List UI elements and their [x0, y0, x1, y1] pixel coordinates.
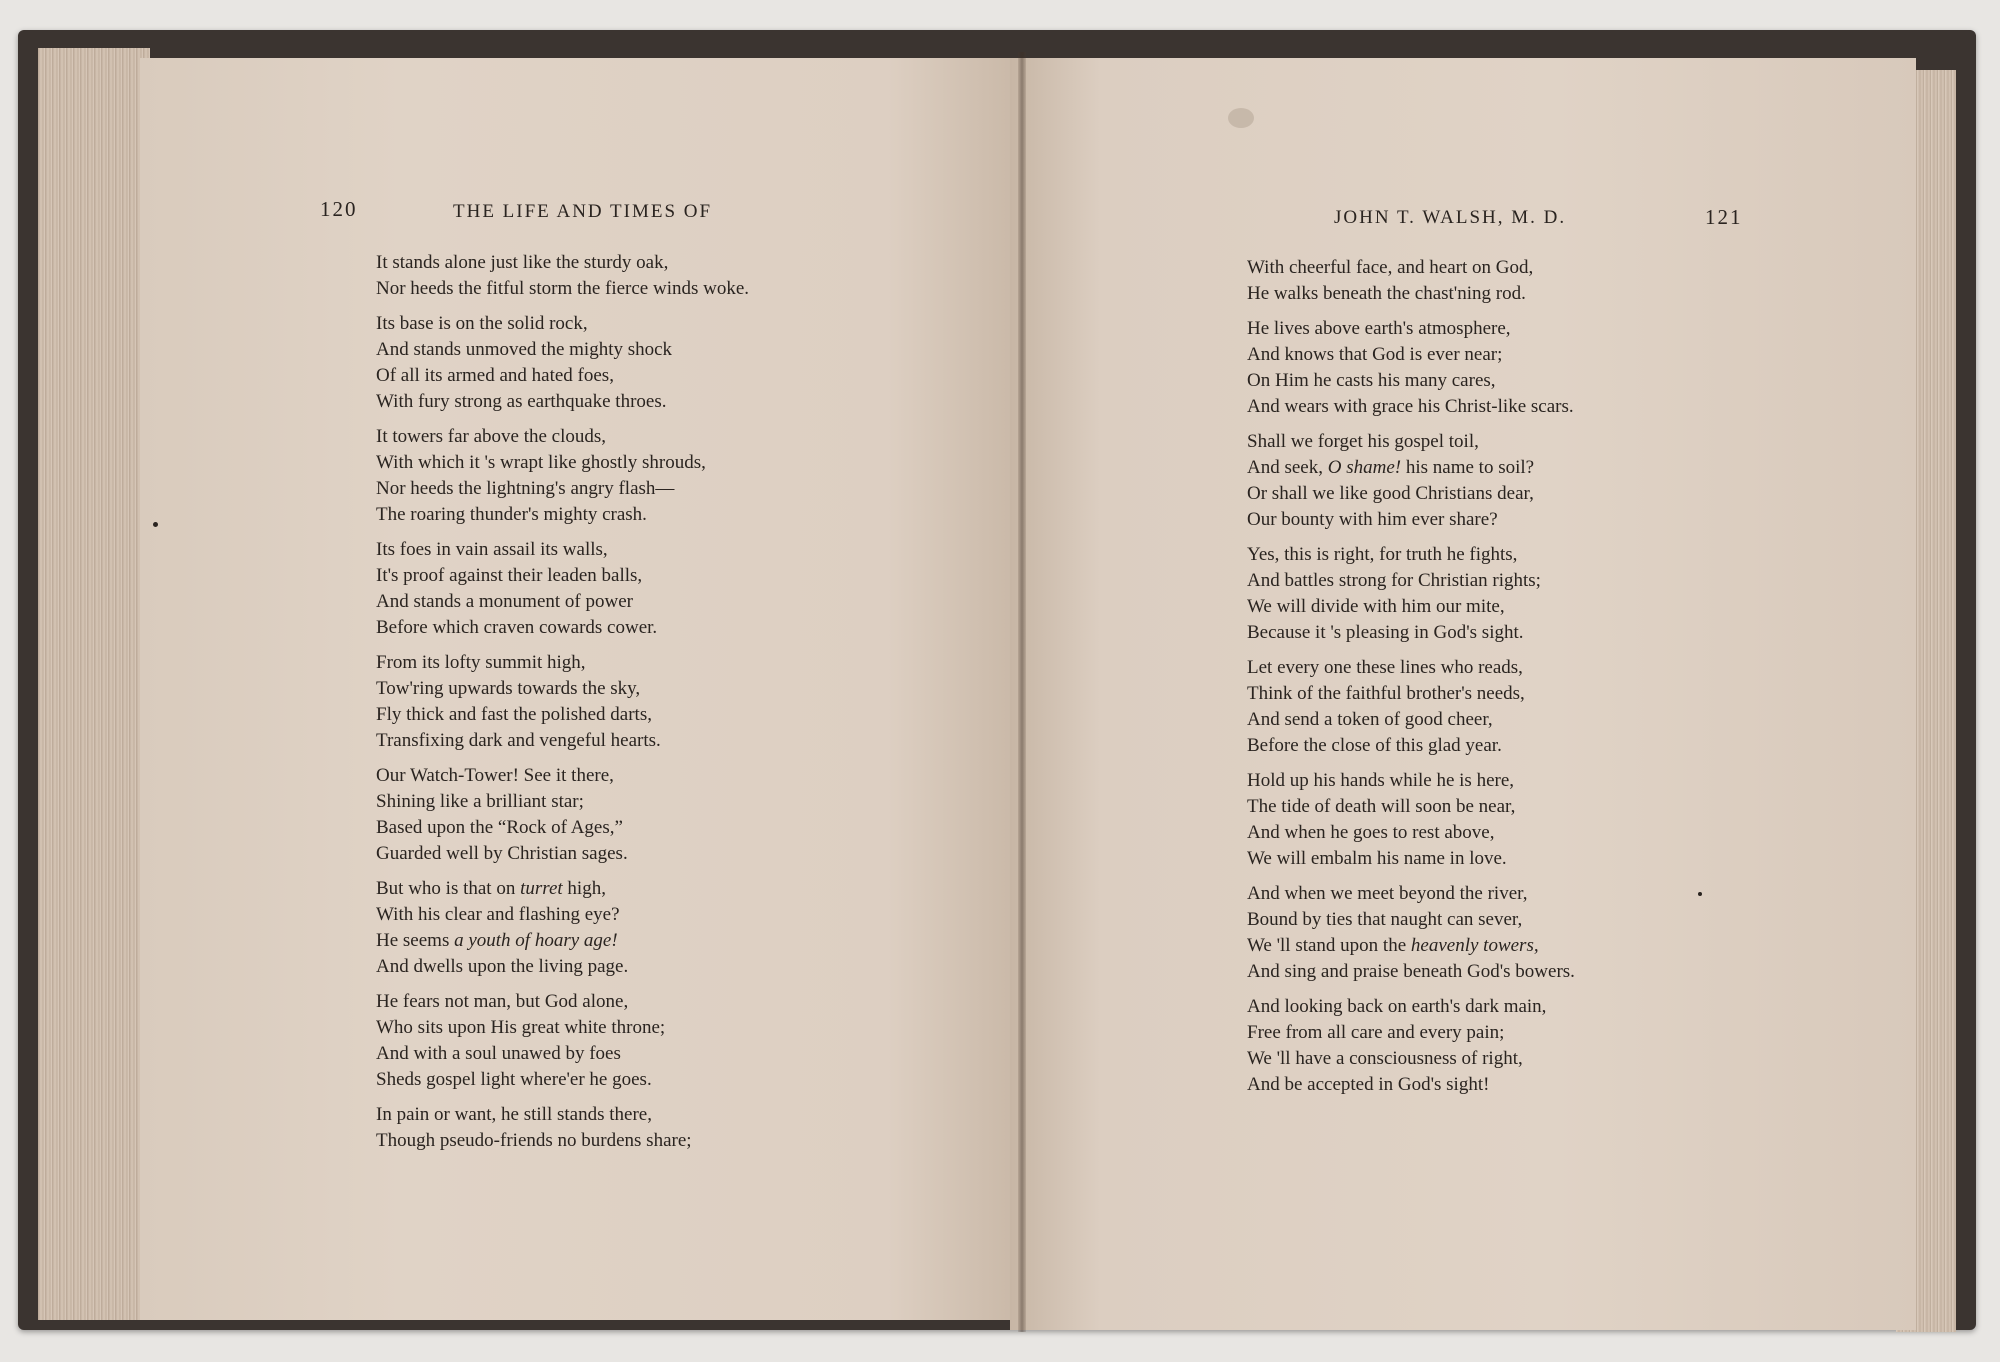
stanza	[1247, 655, 1575, 759]
stanza	[1247, 768, 1575, 872]
poem-line: It towers far above the clouds,	[376, 426, 607, 447]
poem-line: Transfixing dark and vengeful hearts.	[376, 730, 661, 751]
stanza	[1247, 542, 1575, 646]
poem-line: And send a token of good cheer,	[1247, 709, 1493, 730]
stanza	[1247, 316, 1575, 420]
poem-line: From its lofty summit high,	[376, 652, 586, 673]
poem-line: And wears with grace his Christ-like scars.	[1247, 396, 1574, 417]
poem-line: Of all its armed and hated foes,	[376, 365, 614, 386]
poem-line: We 'll stand upon the heavenly towers,	[1247, 935, 1539, 956]
poem-line: Before which craven cowards cower.	[376, 617, 658, 638]
left-running-head: THE LIFE AND TIMES OF	[453, 201, 713, 222]
poem-line: He walks beneath the chast'ning rod.	[1247, 283, 1526, 304]
poem-line: Nor heeds the fitful storm the fierce winds woke.	[376, 278, 750, 299]
poem-line: Hold up his hands while he is here,	[1247, 770, 1515, 791]
poem-line: With cheerful face, and heart on God,	[1247, 257, 1534, 278]
right-running-head: JOHN T. WALSH, M. D.	[1334, 207, 1567, 228]
poem-line: Though pseudo-friends no burdens share;	[376, 1130, 692, 1151]
stanza	[376, 876, 749, 980]
poem-line: Bound by ties that naught can sever,	[1247, 909, 1523, 930]
stanza	[376, 650, 749, 754]
poem-line: And battles strong for Christian rights;	[1247, 570, 1541, 591]
book-gutter	[1018, 52, 1026, 1332]
poem-line: With which it 's wrapt like ghostly shrouds,	[376, 452, 706, 473]
poem-line: The roaring thunder's mighty crash.	[376, 504, 647, 525]
poem-line: Its foes in vain assail its walls,	[376, 539, 608, 560]
poem-line: We will divide with him our mite,	[1247, 596, 1505, 617]
stanza	[1247, 881, 1575, 985]
poem-line: Our bounty with him ever share?	[1247, 509, 1498, 530]
right-poem	[1247, 255, 1575, 1107]
stanza	[376, 763, 749, 867]
poem-line: And looking back on earth's dark main,	[1247, 996, 1547, 1017]
poem-line: And seek, O shame! his name to soil?	[1247, 457, 1535, 478]
poem-line: He lives above earth's atmosphere,	[1247, 318, 1511, 339]
stanza	[376, 537, 749, 641]
paper-stain	[1228, 108, 1254, 128]
poem-line: And knows that God is ever near;	[1247, 344, 1503, 365]
stanza	[1247, 994, 1575, 1098]
poem-line: With his clear and flashing eye?	[376, 904, 620, 925]
ink-speck	[153, 522, 158, 527]
stanza	[1247, 255, 1575, 307]
poem-line: And dwells upon the living page.	[376, 956, 629, 977]
poem-line: Free from all care and every pain;	[1247, 1022, 1505, 1043]
poem-line: Before the close of this glad year.	[1247, 735, 1502, 756]
poem-line: On Him he casts his many cares,	[1247, 370, 1496, 391]
poem-line: And with a soul unawed by foes	[376, 1043, 621, 1064]
poem-line: We will embalm his name in love.	[1247, 848, 1507, 869]
page-edges-left	[38, 48, 150, 1320]
poem-line: In pain or want, he still stands there,	[376, 1104, 652, 1125]
poem-line: It stands alone just like the sturdy oak,	[376, 252, 669, 273]
poem-line: Tow'ring upwards towards the sky,	[376, 678, 641, 699]
stanza	[376, 1102, 749, 1154]
poem-line: Nor heeds the lightning's angry flash—	[376, 478, 675, 499]
poem-line: Let every one these lines who reads,	[1247, 657, 1523, 678]
stanza	[1247, 429, 1575, 533]
ink-speck	[1698, 892, 1702, 896]
poem-line: It's proof against their leaden balls,	[376, 565, 643, 586]
left-poem	[376, 250, 749, 1163]
poem-line: He fears not man, but God alone,	[376, 991, 629, 1012]
poem-line: We 'll have a consciousness of right,	[1247, 1048, 1523, 1069]
poem-line: And be accepted in God's sight!	[1247, 1074, 1490, 1095]
poem-line: Think of the faithful brother's needs,	[1247, 683, 1525, 704]
poem-line: Shall we forget his gospel toil,	[1247, 431, 1479, 452]
poem-line: Our Watch-Tower! See it there,	[376, 765, 614, 786]
poem-line: And sing and praise beneath God's bowers.	[1247, 961, 1575, 982]
poem-line: The tide of death will soon be near,	[1247, 796, 1516, 817]
poem-line: But who is that on turret high,	[376, 878, 606, 899]
poem-line: And stands unmoved the mighty shock	[376, 339, 673, 360]
poem-line: Because it 's pleasing in God's sight.	[1247, 622, 1524, 643]
poem-line: Guarded well by Christian sages.	[376, 843, 628, 864]
poem-line: He seems a youth of hoary age!	[376, 930, 618, 951]
poem-line: Shining like a brilliant star;	[376, 791, 584, 812]
poem-line: Who sits upon His great white throne;	[376, 1017, 666, 1038]
poem-line: And stands a monument of power	[376, 591, 633, 612]
poem-line: Based upon the “Rock of Ages,”	[376, 817, 623, 838]
stanza	[376, 311, 749, 415]
poem-line: And when we meet beyond the river,	[1247, 883, 1528, 904]
left-page-number: 120	[320, 197, 358, 221]
poem-line: Yes, this is right, for truth he fights,	[1247, 544, 1518, 565]
stanza	[376, 989, 749, 1093]
poem-line: Sheds gospel light where'er he goes.	[376, 1069, 652, 1090]
poem-line: And when he goes to rest above,	[1247, 822, 1495, 843]
stanza	[376, 424, 749, 528]
right-page-number: 121	[1705, 205, 1743, 229]
poem-line: Fly thick and fast the polished darts,	[376, 704, 652, 725]
poem-line: Its base is on the solid rock,	[376, 313, 588, 334]
poem-line: With fury strong as earthquake throes.	[376, 391, 667, 412]
stanza	[376, 250, 749, 302]
poem-line: Or shall we like good Christians dear,	[1247, 483, 1534, 504]
